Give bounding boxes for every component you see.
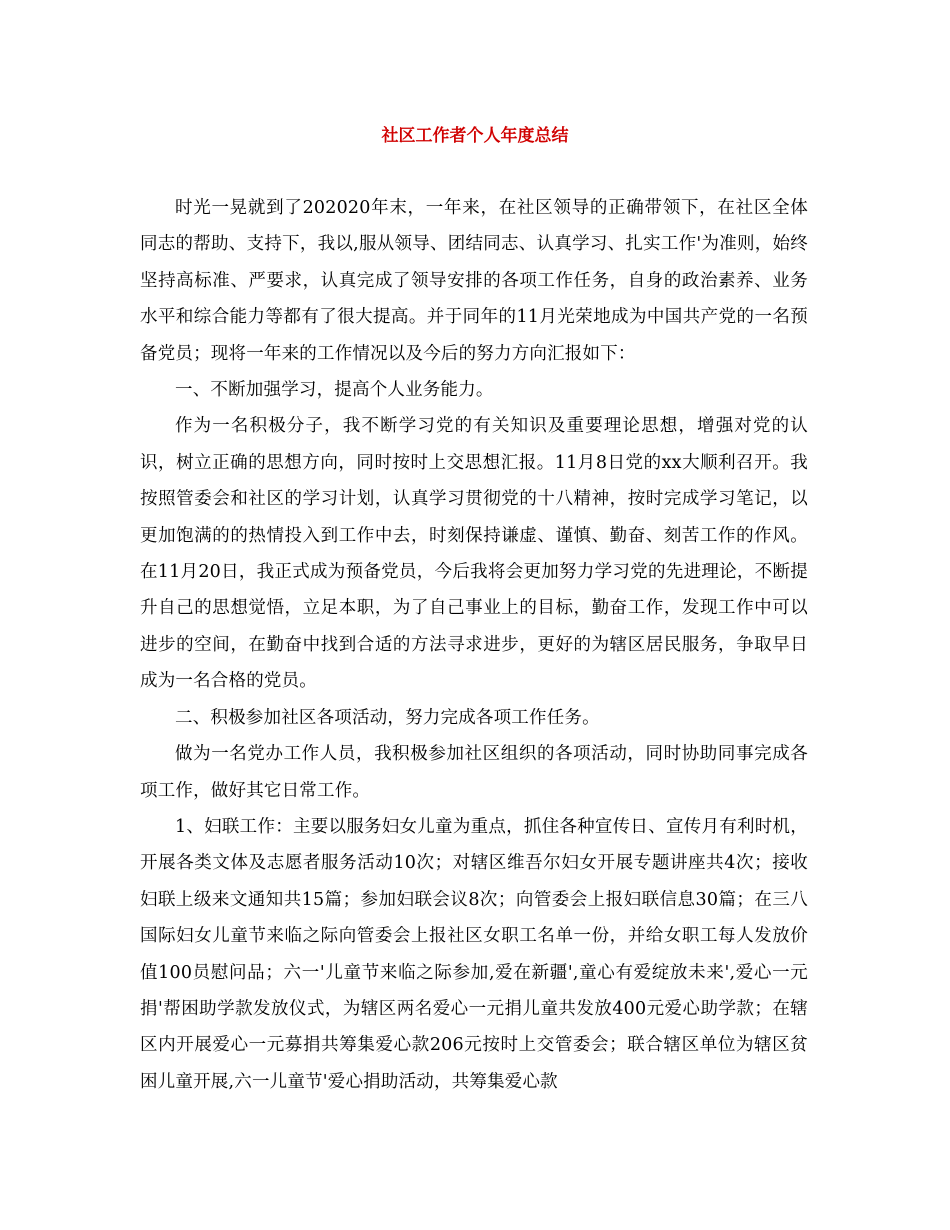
intro-paragraph: 时光一晃就到了202020年末，一年来，在社区领导的正确带领下，在社区全体同志的帮助、支持下，我以,服从领导、团结同志、认真学习、扎实工作'为准则，始终坚持高标准、严要求，认真完成了领导安排的各项工作任务，自身的政治素养、业务水平和综合能力等都有了很大提高。并于同年的11月光荣地成为中国共产党的一名预备党员；现将一年来的工作情况以及今后的努力方向汇报如下： bbox=[140, 198, 808, 364]
section-1-paragraph: 作为一名积极分子，我不断学习党的有关知识及重要理论思想，增强对党的认识，树立正确的思想方向，同时按时上交思想汇报。11月8日党的xx大顺利召开。我按照管委会和社区的学习计划，认真学习贯彻党的十八精神，按时完成学习笔记，以更加饱满的的热情投入到工作中去，时刻保持谦虚、谨慎、勤奋、刻苦工作的作风。在11月20日，我正式成为预备党员，今后我将会更加努力学习党的先进理论，不断提升自己的思想觉悟，立足本职，为了自己事业上的目标，勤奋工作，发现工作中可以进步的空间，在勤奋中找到合适的方法寻求进步，更好的为辖区居民服务，争取早日成为一名合格的党员。 bbox=[140, 416, 808, 692]
section-2-paragraph: 做为一名党办工作人员，我积极参加社区组织的各项活动，同时协助同事完成各项工作，做好其它日常工作。 bbox=[140, 744, 808, 801]
document-title: 社区工作者个人年度总结 bbox=[381, 126, 569, 146]
document-body bbox=[140, 190, 808, 1100]
section-heading-2: 二、积极参加社区各项活动，努力完成各项工作任务。 bbox=[175, 707, 600, 728]
womens-federation-paragraph: 1、妇联工作：主要以服务妇女儿童为重点，抓住各种宣传日、宣传月有利时机，开展各类文体及志愿者服务活动10次；对辖区维吾尔妇女开展专题讲座共4次；接收妇联上级来文通知共15篇；参加妇联会议8次；向管委会上报妇联信息30篇；在三八国际妇女儿童节来临之际向管委会上报社区女职工名单一份，并给女职工每人发放价值100员慰问品；六一'儿童节来临之际参加,爱在新疆',童心有爱绽放未来',爱心一元捐'帮困助学款发放仪式，为辖区两名爱心一元捐儿童共发放400元爱心助学款；在辖区内开展爱心一元募捐共筹集爱心款206元按时上交管委会；联合辖区单位为辖区贫困儿童开展,六一儿童节'爱心捐助活动，共筹集爱心款 bbox=[140, 816, 808, 1092]
section-heading-1: 一、不断加强学习，提高个人业务能力。 bbox=[175, 380, 494, 401]
